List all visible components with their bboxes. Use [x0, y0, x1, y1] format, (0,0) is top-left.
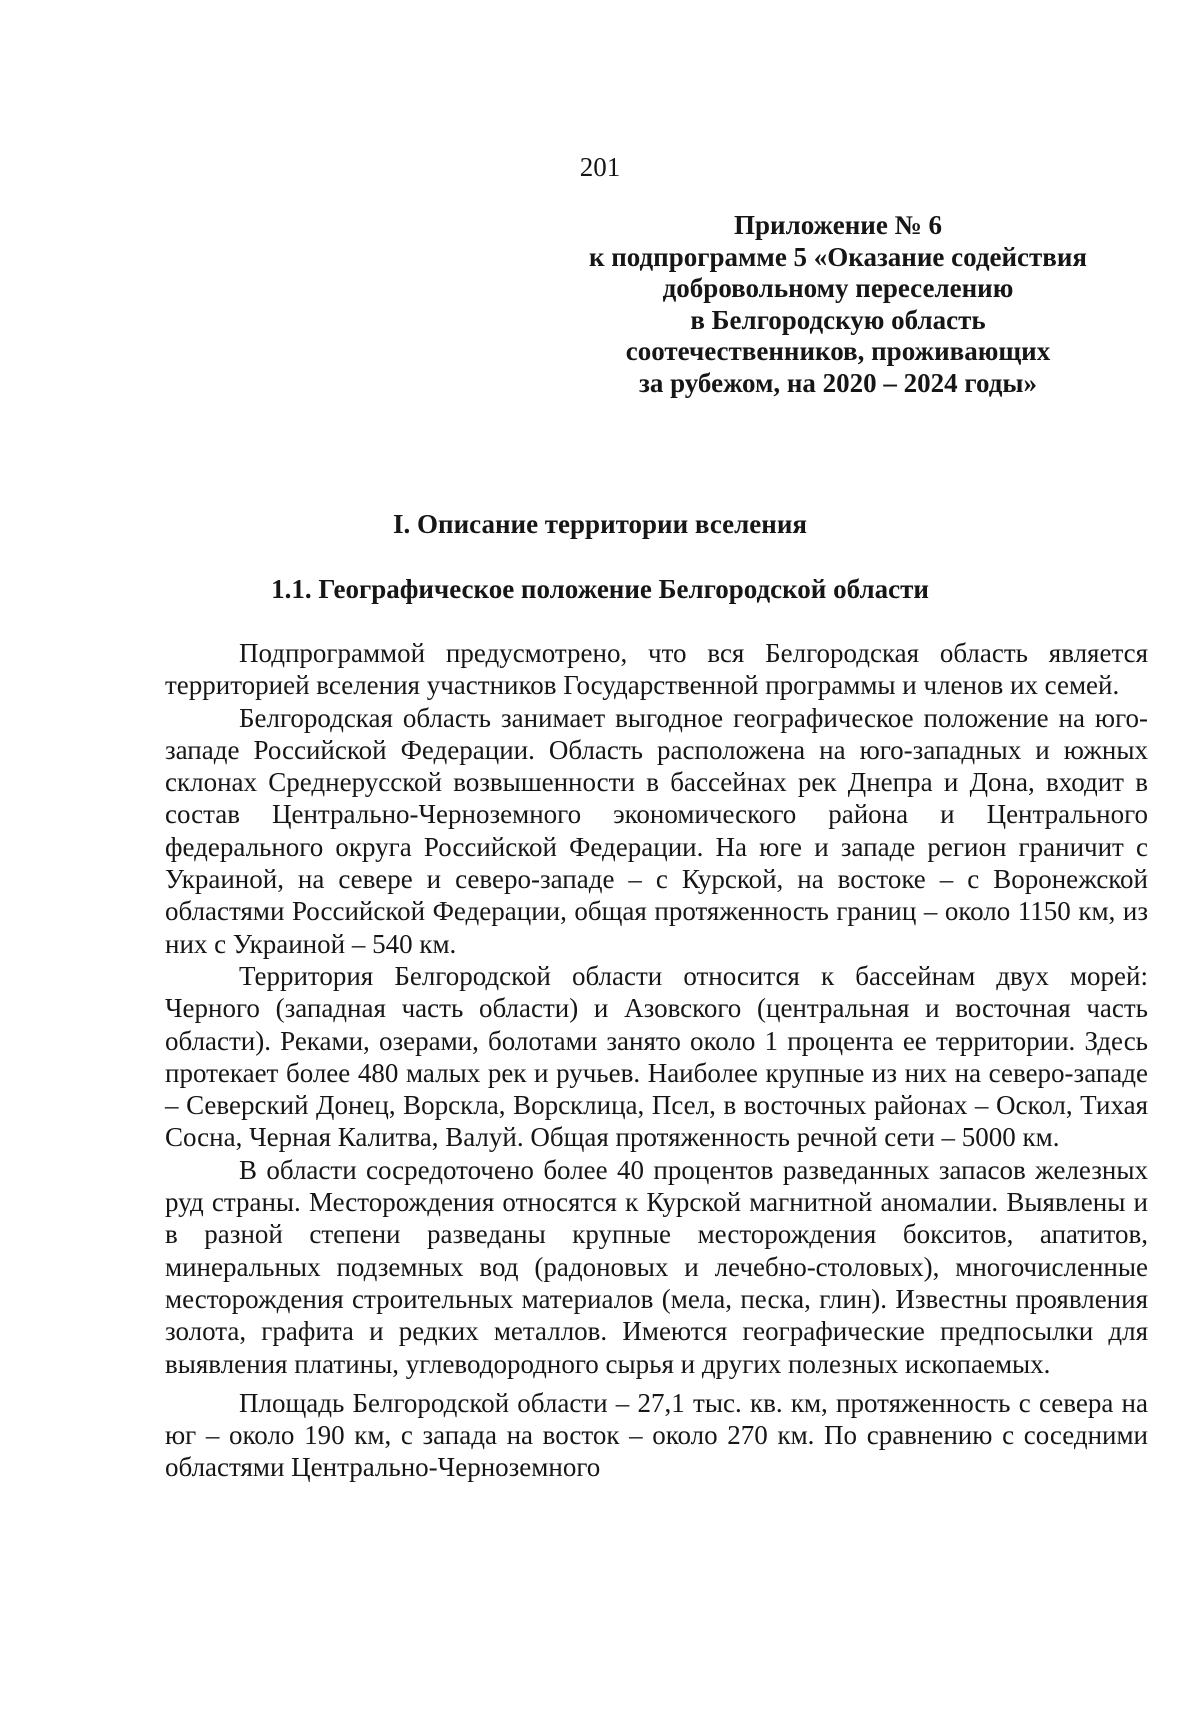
subsection-title: 1.1. Географическое положение Белгородской области — [271, 574, 929, 604]
body-text — [165, 637, 1148, 1484]
section-title: I. Описание территории вселения — [393, 509, 807, 539]
appendix-line: соотечественников, проживающих — [625, 336, 1051, 367]
appendix-line: за рубежом, на 2020 – 2024 годы» — [639, 367, 1037, 398]
appendix-line: добровольному переселению — [662, 273, 1014, 304]
appendix-header — [588, 210, 1088, 400]
paragraph: В области сосредоточено более 40 процентов разведанных запасов железных руд страны. Месторождения относятся к Курской магнитной аномалии. Выявлены и в разной степени разведаны крупные месторождения бокситов, апатитов, минеральных подземных вод (радоновых и лечебно-столовых), многочисленные месторождения строительных материалов (мела, песка, глин). Известны проявления золота, графита и редких металлов. Имеются географические предпосылки для выявления платины, углеводородного сырья и других полезных ископаемых. — [165, 1154, 1148, 1379]
paragraph: Подпрограммой предусмотрено, что вся Белгородская область является территорией вселения участников Государственной программы и членов их семей. — [165, 638, 1148, 701]
paragraph: Территория Белгородской области относится к бассейнам двух морей: Черного (западная часть области) и Азовского (центральная и восточная часть области). Реками, озерами, болотами занято около 1 процента ее территории. Здесь протекает более 480 малых рек и ручьев. Наиболее крупные из них на северо-западе – Северский Донец, Ворскла, Ворсклица, Псел, в восточных районах – Оскол, Тихая Сосна, Черная Калитва, Валуй. Общая протяженность речной сети – 5000 км. — [165, 960, 1148, 1153]
appendix-line: к подпрограмме 5 «Оказание содействия — [588, 241, 1088, 272]
page-number: 201 — [579, 152, 621, 182]
appendix-line: Приложение № 6 — [734, 210, 942, 240]
appendix-line: в Белгородскую область — [690, 304, 986, 335]
paragraph: Площадь Белгородской области – 27,1 тыс. кв. км, протяженность с севера на юг – около 190 км, с запада на восток – около 270 км. По сравнению с соседними областями Центрально-Черноземного — [165, 1387, 1148, 1483]
paragraph: Белгородская область занимает выгодное географическое положение на юго-западе Российской Федерации. Область расположена на юго-западных и южных склонах Среднерусской возвышенности в бассейнах рек Днепра и Дона, входит в состав Центрально-Черноземного экономического района и Центрального федерального округа Российской Федерации. На юге и западе регион граничит с Украиной, на севере и северо-западе – с Курской, на востоке – с Воронежской областями Российской Федерации, общая протяженность границ – около 1150 км, из них с Украиной – 540 км. — [165, 702, 1148, 959]
